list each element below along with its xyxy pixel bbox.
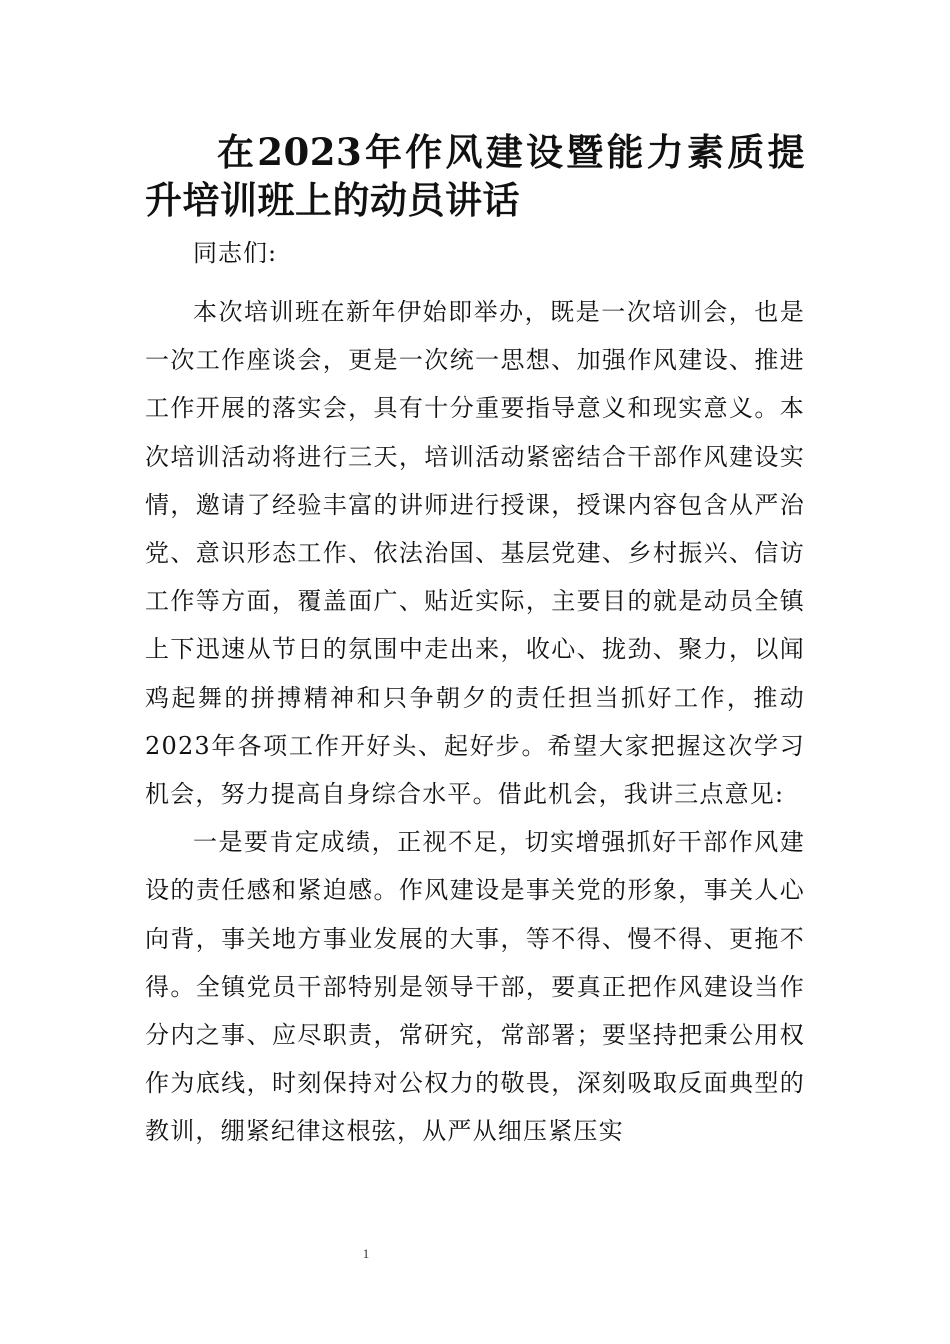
paragraph-1: 本次培训班在新年伊始即举办，既是一次培训会，也是一次工作座谈会，更是一次统一思想、加强作风建设、推进工作开展的落实会，具有十分重要指导意义和现实意义。本次培训活动将进行三天，培训活动紧密结合干部作风建设实情，邀请了经验丰富的讲师进行授课，授课内容包含从严治党、意识形态工作、依法治国、基层党建、乡村振兴、信访工作等方面，覆盖面广、贴近实际，主要目的就是动员全镇上下迅速从节日的氛围中走出来，收心、拢劲、聚力，以闻鸡起舞的拼搏精神和只争朝夕的责任担当抓好工作，推动2023年各项工作开好头、起好步。希望大家把握这次学习机会，努力提高自身综合水平。借此机会，我讲三点意见: — [145, 298, 805, 809]
document-body — [145, 128, 805, 1156]
salutation: 同志们: — [193, 239, 278, 267]
page-number: 1 — [362, 1246, 370, 1261]
paragraph-2: 一是要肯定成绩，正视不足，切实增强抓好干部作风建设的责任感和紧迫感。作风建设是事关党的形象，事关人心向背，事关地方事业发展的大事，等不得、慢不得、更拖不得。全镇党员干部特别是领导干部，要真正把作风建设当作分内之事、应尽职责，常研究，常部署；要坚持把秉公用权作为底线，时刻保持对公权力的敬畏，深刻吸取反面典型的教训，绷紧纪律这根弦，从严从细压紧压实 — [145, 828, 805, 1146]
document-title: 在2023年作风建设暨能力素质提升培训班上的动员讲话 — [145, 130, 805, 222]
